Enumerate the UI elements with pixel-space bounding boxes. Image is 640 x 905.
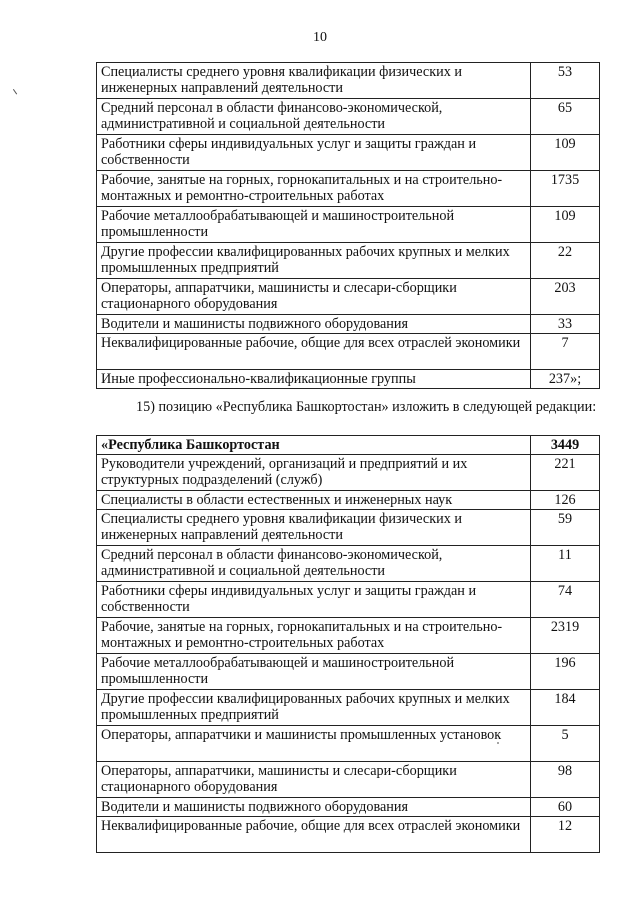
occupation-name: Неквалифицированные рабочие, общие для всех отраслей экономики [97,817,531,853]
table-row [97,491,600,510]
occupation-value: 203 [531,279,600,315]
occupation-value: 184 [531,690,600,726]
table-row [97,315,600,334]
table-row [97,334,600,370]
page-number: 10 [313,30,327,45]
occupation-value: 7 [531,334,600,370]
table-row [97,510,600,546]
occupation-name: Работники сферы индивидуальных услуг и защиты граждан и собственности [97,135,531,171]
occupation-name: Специалисты среднего уровня квалификации физических и инженерных направлений деятельности [97,510,531,546]
occupation-value: 11 [531,546,600,582]
table-row [97,654,600,690]
amendment-paragraph: 15) позицию «Республика Башкортостан» изложить в следующей редакции: [136,399,597,415]
occupation-name: Операторы, аппаратчики и машинисты промышленных установок [97,726,531,762]
region-total: 3449 [531,436,600,455]
table-row [97,690,600,726]
occupation-value: 65 [531,99,600,135]
occupation-name: Неквалифицированные рабочие, общие для всех отраслей экономики [97,334,531,370]
occupation-name: Специалисты в области естественных и инженерных наук [97,491,531,510]
occupation-name: Иные профессионально-квалификационные группы [97,370,531,389]
occupation-name: Другие профессии квалифицированных рабочих крупных и мелких промышленных предприятий [97,243,531,279]
table-row [97,243,600,279]
occupation-name: Рабочие, занятые на горных, горнокапитальных и на строительно-монтажных и ремонтно-строительных работах [97,618,531,654]
occupation-name: Операторы, аппаратчики, машинисты и слесари-сборщики стационарного оборудования [97,279,531,315]
occupation-name: Рабочие металлообрабатывающей и машиностроительной промышленности [97,654,531,690]
table-row [97,726,600,762]
occupation-value: 59 [531,510,600,546]
occupation-value: 22 [531,243,600,279]
occupation-value: 1735 [531,171,600,207]
occupation-value: 53 [531,63,600,99]
occupation-value: 237»; [531,370,600,389]
occupation-name: Рабочие металлообрабатывающей и машиностроительной промышленности [97,207,531,243]
occupation-value: 74 [531,582,600,618]
occupation-value: 126 [531,491,600,510]
table-row [97,207,600,243]
occupation-value: 221 [531,455,600,491]
table-row [97,817,600,853]
table-row [97,618,600,654]
occupation-name: Работники сферы индивидуальных услуг и защиты граждан и собственности [97,582,531,618]
occupation-name: Рабочие, занятые на горных, горнокапитальных и на строительно-монтажных и ремонтно-строительных работах [97,171,531,207]
occupation-name: Другие профессии квалифицированных рабочих крупных и мелких промышленных предприятий [97,690,531,726]
occupation-name: Водители и машинисты подвижного оборудования [97,315,531,334]
occupation-value: 12 [531,817,600,853]
occupation-value: 196 [531,654,600,690]
occupation-value: 109 [531,207,600,243]
occupation-value: 33 [531,315,600,334]
table-row [97,279,600,315]
table-row [97,135,600,171]
table-row [97,546,600,582]
table-row [97,798,600,817]
table-occupations-bashkortostan [96,435,600,853]
table-row [97,99,600,135]
occupation-name: Средний персонал в области финансово-экономической, административной и социальной деятельности [97,546,531,582]
table-row [97,762,600,798]
table-row [97,582,600,618]
table-row [97,171,600,207]
occupation-value: 98 [531,762,600,798]
occupation-name: Операторы, аппаратчики, машинисты и слесари-сборщики стационарного оборудования [97,762,531,798]
occupation-value: 5 [531,726,600,762]
occupation-name: Специалисты среднего уровня квалификации физических и инженерных направлений деятельности [97,63,531,99]
table-row [97,370,600,389]
table-occupations-previous-region [96,62,600,389]
table-row [97,63,600,99]
occupation-value: 109 [531,135,600,171]
occupation-name: Водители и машинисты подвижного оборудования [97,798,531,817]
occupation-value: 2319 [531,618,600,654]
table-header-row [97,436,600,455]
occupation-value: 60 [531,798,600,817]
occupation-name: Руководители учреждений, организаций и предприятий и их структурных подразделений (служб) [97,455,531,491]
margin-mark [13,86,22,95]
occupation-name: Средний персонал в области финансово-экономической, административной и социальной деятельности [97,99,531,135]
region-name: «Республика Башкортостан [97,436,531,455]
table-row [97,455,600,491]
